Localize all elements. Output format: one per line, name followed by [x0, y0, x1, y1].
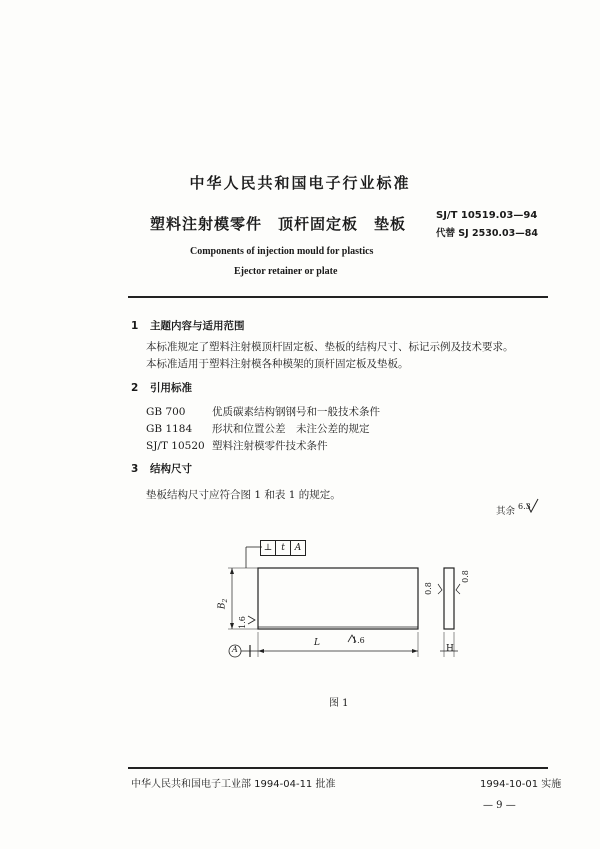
section-1-paragraph-2: 本标准适用于塑料注射模各种模架的顶杆固定板及垫板。 [146, 358, 409, 370]
figure-caption: 图 1 [329, 698, 349, 709]
section-number: 2 [131, 382, 139, 394]
document-title: 塑料注射模零件 顶杆固定板 垫板 [150, 215, 407, 233]
reference-code: GB 1184 [146, 423, 193, 435]
standard-number: SJ/T 10519.03—94 [436, 210, 538, 221]
reference-code: GB 700 [146, 406, 186, 418]
replaces-note: 代替 SJ 2530.03—84 [436, 228, 538, 239]
plate-side-view [444, 568, 454, 629]
dimension-b [217, 599, 229, 609]
dimension-h: H [446, 644, 454, 654]
approval-note: 中华人民共和国电子工业部 1994-04-11 批准 [131, 779, 336, 790]
english-title-line-1: Components of injection mould for plastics [190, 246, 374, 257]
roughness-value: 6.3 [518, 502, 531, 511]
roughness-label-left: 1.6 [237, 616, 247, 629]
roughness-label-side-left: 0.8 [423, 582, 433, 595]
industry-title: 中华人民共和国电子行业标准 [189, 174, 411, 192]
roughness-label-bottom: 1.6 [352, 636, 365, 645]
english-title-line-2: Ejector retainer or plate [234, 266, 338, 277]
section-3-heading [131, 461, 192, 476]
tolerance-value: t [276, 541, 291, 555]
section-title: 引用标准 [149, 382, 192, 394]
roughness-label-side-right: 0.8 [460, 570, 470, 583]
section-title: 结构尺寸 [149, 463, 192, 475]
dimension-l: L [314, 638, 320, 648]
roughness-note-label: 其余 [496, 506, 516, 517]
datum-reference: A [294, 543, 302, 553]
implementation-date: 1994-10-01 实施 [480, 779, 562, 790]
reference-row [146, 421, 370, 436]
reference-title: 优质碳素结构钢钢号和一般技术条件 [212, 406, 380, 418]
page-number: — 9 — [483, 800, 516, 811]
reference-row [146, 404, 380, 419]
section-1-heading [131, 318, 244, 333]
section-number: 1 [131, 320, 139, 332]
section-number: 3 [131, 463, 139, 475]
section-3-paragraph: 垫板结构尺寸应符合图 1 和表 1 的规定。 [146, 489, 341, 501]
footer-rule [128, 767, 548, 769]
section-title: 主题内容与适用范围 [149, 320, 245, 332]
plate-front-view [258, 568, 418, 629]
reference-title: 形状和位置公差 未注公差的规定 [212, 423, 370, 435]
header-rule [128, 296, 548, 298]
perpendicularity-icon: ⊥ [261, 541, 276, 555]
reference-title: 塑料注射模零件技术条件 [212, 440, 328, 452]
dimension-b-subscript: 2 [222, 598, 230, 603]
datum-letter: A [232, 645, 238, 654]
reference-row [146, 438, 328, 453]
section-1-paragraph-1: 本标准规定了塑料注射模顶杆固定板、垫板的结构尺寸、标记示例及技术要求。 [146, 341, 514, 353]
tolerance-frame [260, 540, 306, 556]
reference-code: SJ/T 10520 [146, 440, 205, 452]
section-2-heading [131, 380, 192, 395]
roughness-symbol-icon [525, 498, 539, 516]
dimension-b-letter: B [217, 602, 228, 610]
